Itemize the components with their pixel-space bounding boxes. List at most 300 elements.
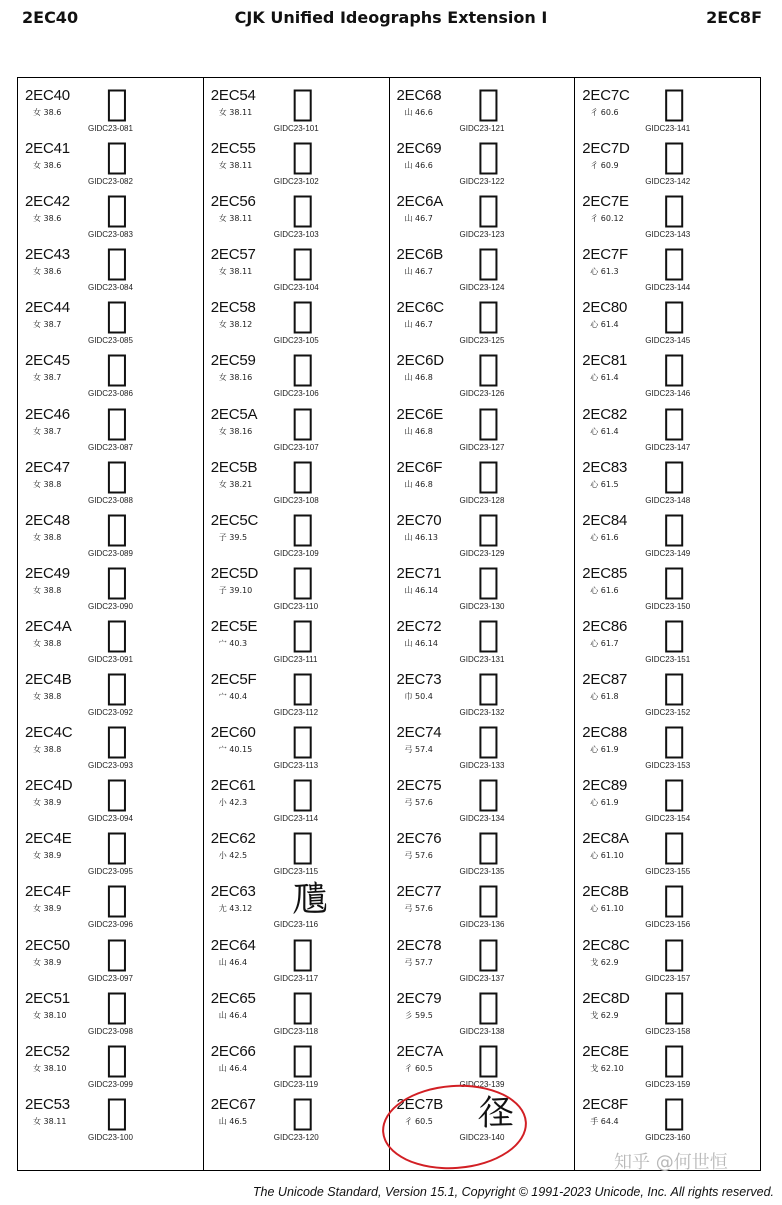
chart-cell — [204, 507, 389, 560]
radical-stroke: 心 61.6 — [590, 585, 619, 595]
code-point: 2EC4D — [25, 777, 73, 795]
code-point: 2EC67 — [210, 1095, 256, 1113]
source-reference: GIDC23-137 — [459, 973, 505, 983]
code-point: 2EC46 — [25, 405, 70, 423]
ideograph-glyph: 𮲁 — [663, 348, 685, 390]
ideograph-glyph: 𮱖 — [291, 189, 314, 231]
ideograph-glyph: 𮱦 — [291, 1038, 314, 1080]
source-reference: GIDC23-081 — [88, 124, 133, 133]
ideograph-glyph: 𮲄 — [663, 507, 685, 549]
ideograph-glyph: 𮱉 — [106, 560, 128, 602]
radical-stroke: 心 61.5 — [590, 479, 619, 489]
source-reference: GIDC23-130 — [459, 601, 505, 611]
header-range-start: 2EC40 — [22, 8, 79, 27]
chart-cell — [575, 347, 760, 400]
radical-stroke: 女 38.9 — [33, 904, 62, 914]
chart-cell — [18, 347, 203, 400]
source-reference: GIDC23-115 — [273, 867, 319, 877]
chart-cell — [575, 507, 760, 560]
code-point: 2EC62 — [210, 830, 256, 848]
radical-stroke: 山 46.4 — [218, 1063, 248, 1073]
radical-stroke: 女 38.8 — [33, 638, 62, 648]
chart-cell — [18, 666, 203, 719]
chart-cell — [390, 1091, 575, 1144]
source-reference: GIDC23-148 — [645, 495, 691, 505]
chart-cell — [575, 666, 760, 719]
radical-stroke: 宀 40.15 — [218, 745, 253, 755]
source-reference: GIDC23-093 — [88, 761, 133, 771]
ideograph-glyph: 𮱄 — [106, 295, 128, 337]
radical-stroke: 女 38.8 — [33, 585, 62, 595]
ideograph-glyph: 𮱵 — [477, 773, 500, 815]
ideograph-glyph: 𮱂 — [106, 189, 128, 231]
source-reference: GIDC23-083 — [88, 230, 133, 240]
source-reference: GIDC23-104 — [273, 283, 319, 293]
ideograph-glyph: 𮱬 — [477, 295, 500, 337]
chart-cell — [390, 294, 575, 347]
source-reference: GIDC23-100 — [88, 1132, 133, 1142]
radical-stroke: 女 38.10 — [33, 1010, 67, 1020]
source-reference: GIDC23-129 — [459, 548, 505, 558]
code-point: 2EC7B — [396, 1095, 444, 1113]
chart-cell — [390, 347, 575, 400]
chart-cell — [575, 825, 760, 878]
source-reference: GIDC23-111 — [273, 654, 318, 664]
chart-column — [204, 78, 390, 1170]
code-point: 2EC48 — [25, 511, 70, 529]
code-point: 2EC6A — [396, 193, 444, 211]
chart-cell — [390, 507, 575, 560]
chart-cell — [390, 82, 575, 135]
code-point: 2EC4C — [25, 724, 73, 742]
code-point: 2EC53 — [25, 1095, 70, 1113]
code-point: 2EC84 — [582, 511, 628, 529]
radical-stroke: 女 38.6 — [33, 108, 62, 117]
chart-cell — [204, 347, 389, 400]
radical-stroke: 小 42.5 — [218, 851, 248, 861]
code-point: 2EC5E — [210, 617, 258, 635]
header-range-end: 2EC8F — [706, 8, 762, 27]
radical-stroke: 女 38.8 — [33, 692, 62, 702]
radical-stroke: 女 38.7 — [33, 320, 62, 330]
source-reference: GIDC23-149 — [645, 548, 691, 558]
radical-stroke: 彡 59.5 — [404, 1010, 433, 1020]
ideograph-glyph: 𮱹 — [477, 985, 500, 1027]
source-reference: GIDC23-118 — [273, 1026, 319, 1036]
ideograph-glyph: 𮱼 — [663, 83, 685, 124]
chart-cell — [18, 1091, 203, 1144]
code-point: 2EC41 — [25, 140, 70, 158]
chart-cell — [575, 772, 760, 825]
chart-cell — [390, 1038, 575, 1091]
source-reference: GIDC23-120 — [273, 1132, 319, 1142]
code-point: 2EC58 — [210, 299, 256, 317]
code-point: 2EC6B — [396, 246, 444, 264]
radical-stroke: 女 38.6 — [33, 267, 62, 277]
code-point: 2EC4B — [25, 671, 72, 689]
code-point: 2EC7D — [582, 140, 630, 158]
chart-cell — [204, 1038, 389, 1091]
ideograph-glyph: 𮱒 — [106, 1038, 128, 1080]
ideograph-glyph: 𮱽 — [663, 136, 685, 178]
chart-cell — [204, 135, 389, 188]
ideograph-glyph: 𮲉 — [663, 773, 685, 815]
chart-cell — [575, 294, 760, 347]
source-reference: GIDC23-114 — [273, 814, 319, 824]
ideograph-glyph: 𮱆 — [106, 401, 128, 443]
ideograph-glyph: 𮱏 — [106, 879, 128, 921]
radical-stroke: 女 38.16 — [218, 426, 253, 436]
chart-cell — [204, 82, 389, 135]
code-point: 2EC8F — [582, 1095, 628, 1113]
source-reference: GIDC23-091 — [88, 654, 133, 664]
radical-stroke: 心 61.7 — [590, 638, 619, 648]
radical-stroke: 子 39.5 — [218, 532, 248, 542]
chart-cell — [204, 188, 389, 241]
ideograph-glyph: 𮱙 — [291, 348, 314, 390]
code-point: 2EC52 — [25, 1042, 70, 1060]
radical-stroke: 山 46.4 — [218, 957, 248, 967]
ideograph-glyph: 𮱗 — [291, 242, 314, 284]
source-reference: GIDC23-142 — [645, 177, 691, 187]
radical-stroke: 山 46.7 — [404, 214, 433, 224]
chart-cell — [390, 613, 575, 666]
code-point: 2EC81 — [582, 352, 628, 370]
radical-stroke: 女 38.9 — [33, 957, 62, 967]
radical-stroke: 女 38.21 — [218, 479, 253, 489]
radical-stroke: 女 38.8 — [33, 479, 62, 489]
radical-stroke: 女 38.6 — [33, 214, 62, 224]
ideograph-glyph: 𮱢 — [291, 826, 314, 868]
radical-stroke: 弓 57.4 — [404, 745, 433, 755]
radical-stroke: 女 38.9 — [33, 851, 62, 861]
chart-cell — [575, 401, 760, 454]
ideograph-glyph: 𮱻 — [477, 1091, 514, 1133]
source-reference: GIDC23-158 — [645, 1026, 691, 1036]
ideograph-glyph: 𮱯 — [477, 454, 500, 496]
ideograph-glyph: 𮱨 — [477, 83, 500, 124]
chart-cell — [390, 401, 575, 454]
code-point: 2EC6E — [396, 405, 444, 423]
ideograph-glyph: 𮱤 — [291, 932, 314, 974]
source-reference: GIDC23-085 — [88, 336, 133, 346]
ideograph-glyph: 𮱿 — [663, 242, 685, 284]
ideograph-glyph: 𮲇 — [663, 667, 685, 709]
chart-cell — [18, 401, 203, 454]
watermark: 知乎 @何世恒 — [614, 1152, 728, 1173]
code-point: 2EC74 — [396, 724, 442, 742]
source-reference: GIDC23-159 — [645, 1079, 691, 1089]
code-point: 2EC63 — [210, 883, 256, 901]
chart-cell — [204, 719, 389, 772]
chart-cell — [204, 454, 389, 507]
radical-stroke: 心 61.3 — [590, 267, 619, 277]
ideograph-glyph: 𮲃 — [663, 454, 685, 496]
radical-stroke: 女 38.11 — [33, 1116, 67, 1126]
chart-cell — [18, 1038, 203, 1091]
ideograph-glyph: 𮲌 — [663, 932, 685, 974]
source-reference: GIDC23-140 — [459, 1132, 505, 1142]
chart-cell — [390, 719, 575, 772]
source-reference: GIDC23-097 — [88, 973, 133, 983]
code-point: 2EC5C — [210, 511, 259, 529]
source-reference: GIDC23-113 — [273, 761, 319, 771]
radical-stroke: 女 38.16 — [218, 373, 253, 383]
chart-cell — [390, 985, 575, 1038]
source-reference: GIDC23-152 — [645, 708, 691, 718]
radical-stroke: 山 46.14 — [404, 638, 438, 648]
source-reference: GIDC23-124 — [459, 283, 505, 293]
ideograph-glyph: 𮱛 — [291, 454, 314, 496]
code-point: 2EC68 — [396, 87, 442, 104]
source-reference: GIDC23-134 — [459, 814, 505, 824]
source-reference: GIDC23-157 — [645, 973, 691, 983]
ideograph-glyph: 𮱥 — [291, 985, 314, 1027]
code-point: 2EC45 — [25, 352, 70, 370]
ideograph-glyph: 𮱫 — [477, 242, 500, 284]
chart-cell — [18, 932, 203, 985]
source-reference: GIDC23-106 — [273, 389, 319, 399]
code-point: 2EC7E — [582, 193, 629, 211]
code-point: 2EC76 — [396, 830, 442, 848]
code-point: 2EC42 — [25, 193, 70, 211]
radical-stroke: 尢 43.12 — [218, 904, 253, 914]
source-reference: GIDC23-121 — [459, 124, 505, 133]
code-point: 2EC55 — [210, 140, 256, 158]
chart-cell — [18, 560, 203, 613]
ideograph-glyph: 𮱠 — [291, 720, 314, 762]
code-point: 2EC80 — [582, 299, 628, 317]
ideograph-glyph: 𮱔 — [291, 83, 314, 124]
ideograph-glyph: 𮱭 — [477, 348, 500, 390]
chart-cell — [18, 188, 203, 241]
source-reference: GIDC23-143 — [645, 230, 691, 240]
radical-stroke: 彳 60.5 — [404, 1063, 433, 1073]
radical-stroke: 宀 40.3 — [218, 638, 248, 648]
ideograph-glyph: 𮱮 — [477, 401, 500, 443]
ideograph-glyph: 𮱧 — [291, 1091, 314, 1133]
code-point: 2EC44 — [25, 299, 70, 317]
code-point: 2EC5A — [210, 405, 258, 423]
chart-cell — [575, 1091, 760, 1144]
code-point: 2EC6C — [396, 299, 444, 317]
source-reference: GIDC23-094 — [88, 814, 133, 824]
code-point: 2EC78 — [396, 936, 442, 954]
radical-stroke: 戈 62.9 — [590, 957, 619, 967]
code-point: 2EC47 — [25, 458, 70, 476]
radical-stroke: 彳 60.6 — [590, 108, 619, 117]
chart-cell — [18, 454, 203, 507]
chart-cell — [390, 188, 575, 241]
radical-stroke: 小 42.3 — [218, 798, 248, 808]
code-point: 2EC7C — [582, 87, 630, 104]
ideograph-glyph: 𮱎 — [106, 826, 128, 868]
code-point: 2EC49 — [25, 564, 70, 582]
source-reference: GIDC23-107 — [273, 442, 319, 452]
source-reference: GIDC23-099 — [88, 1079, 133, 1089]
ideograph-glyph: 𮱑 — [106, 985, 128, 1027]
source-reference: GIDC23-153 — [645, 761, 691, 771]
radical-stroke: 山 46.8 — [404, 373, 433, 383]
radical-stroke: 女 38.12 — [218, 320, 253, 330]
code-point: 2EC51 — [25, 989, 70, 1007]
radical-stroke: 弓 57.6 — [404, 904, 433, 914]
code-chart-grid — [17, 77, 761, 1171]
code-point: 2EC72 — [396, 617, 442, 635]
code-point: 2EC8A — [582, 830, 629, 848]
source-reference: GIDC23-127 — [459, 442, 505, 452]
source-reference: GIDC23-125 — [459, 336, 505, 346]
code-point: 2EC8E — [582, 1042, 629, 1060]
ideograph-glyph: 𮱳 — [477, 667, 500, 709]
ideograph-glyph: 𮲆 — [663, 613, 685, 655]
radical-stroke: 巾 50.4 — [404, 692, 433, 702]
radical-stroke: 宀 40.4 — [218, 692, 248, 702]
ideograph-glyph: 𮲏 — [663, 1091, 685, 1133]
radical-stroke: 女 38.6 — [33, 161, 62, 171]
ideograph-glyph: 𮱓 — [106, 1091, 128, 1133]
radical-stroke: 女 38.10 — [33, 1063, 67, 1073]
radical-stroke: 山 46.8 — [404, 426, 433, 436]
source-reference: GIDC23-126 — [459, 389, 505, 399]
code-point: 2EC61 — [210, 777, 256, 795]
ideograph-glyph: 𮱁 — [106, 136, 128, 178]
code-point: 2EC6F — [396, 458, 443, 476]
radical-stroke: 女 38.8 — [33, 532, 62, 542]
radical-stroke: 山 46.13 — [404, 532, 438, 542]
chart-cell — [18, 135, 203, 188]
radical-stroke: 心 61.10 — [590, 851, 624, 861]
code-point: 2EC83 — [582, 458, 628, 476]
ideograph-glyph: 𮲅 — [663, 560, 685, 602]
chart-column — [18, 78, 204, 1170]
ideograph-glyph: 𮱟 — [291, 667, 314, 709]
chart-cell — [204, 294, 389, 347]
source-reference: GIDC23-138 — [459, 1026, 505, 1036]
source-reference: GIDC23-095 — [88, 867, 133, 877]
source-reference: GIDC23-092 — [88, 708, 133, 718]
radical-stroke: 山 46.7 — [404, 320, 433, 330]
chart-cell — [390, 772, 575, 825]
ideograph-glyph: 𮱈 — [106, 507, 128, 549]
radical-stroke: 山 46.6 — [404, 161, 433, 171]
radical-stroke: 心 61.4 — [590, 320, 619, 330]
code-point: 2EC6D — [396, 352, 444, 370]
source-reference: GIDC23-105 — [273, 336, 319, 346]
ideograph-glyph: 𮱶 — [477, 826, 500, 868]
ideograph-glyph: 𮱣 — [291, 879, 328, 921]
code-point: 2EC8C — [582, 936, 630, 954]
ideograph-glyph: 𮱇 — [106, 454, 128, 496]
source-reference: GIDC23-141 — [645, 124, 691, 133]
code-point: 2EC77 — [396, 883, 442, 901]
ideograph-glyph: 𮱱 — [477, 560, 500, 602]
code-point: 2EC82 — [582, 405, 628, 423]
code-point: 2EC89 — [582, 777, 628, 795]
ideograph-glyph: 𮱝 — [291, 560, 314, 602]
chart-cell — [575, 985, 760, 1038]
radical-stroke: 心 61.4 — [590, 373, 619, 383]
source-reference: GIDC23-139 — [459, 1079, 505, 1089]
radical-stroke: 山 46.6 — [404, 108, 433, 117]
chart-column — [575, 78, 760, 1170]
ideograph-glyph: 𮱀 — [106, 83, 128, 124]
code-point: 2EC8B — [582, 883, 629, 901]
source-reference: GIDC23-110 — [273, 601, 319, 611]
radical-stroke: 彳 60.9 — [590, 161, 619, 171]
radical-stroke: 女 38.11 — [218, 214, 253, 224]
radical-stroke: 山 46.4 — [218, 1010, 248, 1020]
radical-stroke: 戈 62.9 — [590, 1010, 619, 1020]
source-reference: GIDC23-103 — [273, 230, 319, 240]
code-point: 2EC43 — [25, 246, 70, 264]
code-point: 2EC4E — [25, 830, 72, 848]
ideograph-glyph: 𮲊 — [663, 826, 685, 868]
source-reference: GIDC23-090 — [88, 601, 133, 611]
source-reference: GIDC23-146 — [645, 389, 691, 399]
source-reference: GIDC23-102 — [273, 177, 319, 187]
source-reference: GIDC23-117 — [273, 973, 319, 983]
source-reference: GIDC23-156 — [645, 920, 691, 930]
chart-cell — [204, 825, 389, 878]
source-reference: GIDC23-154 — [645, 814, 691, 824]
source-reference: GIDC23-128 — [459, 495, 505, 505]
source-reference: GIDC23-098 — [88, 1026, 133, 1036]
chart-cell — [204, 560, 389, 613]
ideograph-glyph: 𮱋 — [106, 667, 128, 709]
code-point: 2EC7F — [582, 246, 628, 264]
source-reference: GIDC23-136 — [459, 920, 505, 930]
chart-cell — [18, 294, 203, 347]
code-point: 2EC4A — [25, 617, 72, 635]
source-reference: GIDC23-147 — [645, 442, 691, 452]
chart-cell — [18, 613, 203, 666]
page-title: CJK Unified Ideographs Extension I — [234, 8, 548, 27]
radical-stroke: 心 61.6 — [590, 532, 619, 542]
ideograph-glyph: 𮱲 — [477, 613, 500, 655]
code-point: 2EC66 — [210, 1042, 256, 1060]
ideograph-glyph: 𮱾 — [663, 189, 685, 231]
source-reference: GIDC23-088 — [88, 495, 133, 505]
source-reference: GIDC23-112 — [273, 708, 319, 718]
ideograph-glyph: 𮱕 — [291, 136, 314, 178]
radical-stroke: 弓 57.6 — [404, 798, 433, 808]
code-point: 2EC7A — [396, 1042, 444, 1060]
chart-cell — [204, 401, 389, 454]
copyright-footer: The Unicode Standard, Version 15.1, Copyright © 1991-2023 Unicode, Inc. All rights reserved. — [252, 1185, 774, 1199]
source-reference: GIDC23-155 — [645, 867, 691, 877]
radical-stroke: 山 46.7 — [404, 267, 433, 277]
chart-cell — [575, 560, 760, 613]
radical-stroke: 戈 62.10 — [590, 1063, 624, 1073]
code-point: 2EC87 — [582, 671, 628, 689]
source-reference: GIDC23-087 — [88, 442, 133, 452]
code-point: 2EC57 — [210, 246, 256, 264]
code-point: 2EC69 — [396, 140, 442, 158]
chart-cell — [575, 454, 760, 507]
code-point: 2EC73 — [396, 671, 442, 689]
chart-cell — [18, 507, 203, 560]
code-point: 2EC79 — [396, 989, 442, 1007]
code-point: 2EC75 — [396, 777, 442, 795]
chart-cell — [575, 719, 760, 772]
chart-cell — [575, 613, 760, 666]
source-reference: GIDC23-123 — [459, 230, 505, 240]
code-point: 2EC50 — [25, 936, 70, 954]
chart-cell — [390, 560, 575, 613]
code-point: 2EC5F — [210, 671, 257, 689]
radical-stroke: 心 61.9 — [590, 798, 619, 808]
